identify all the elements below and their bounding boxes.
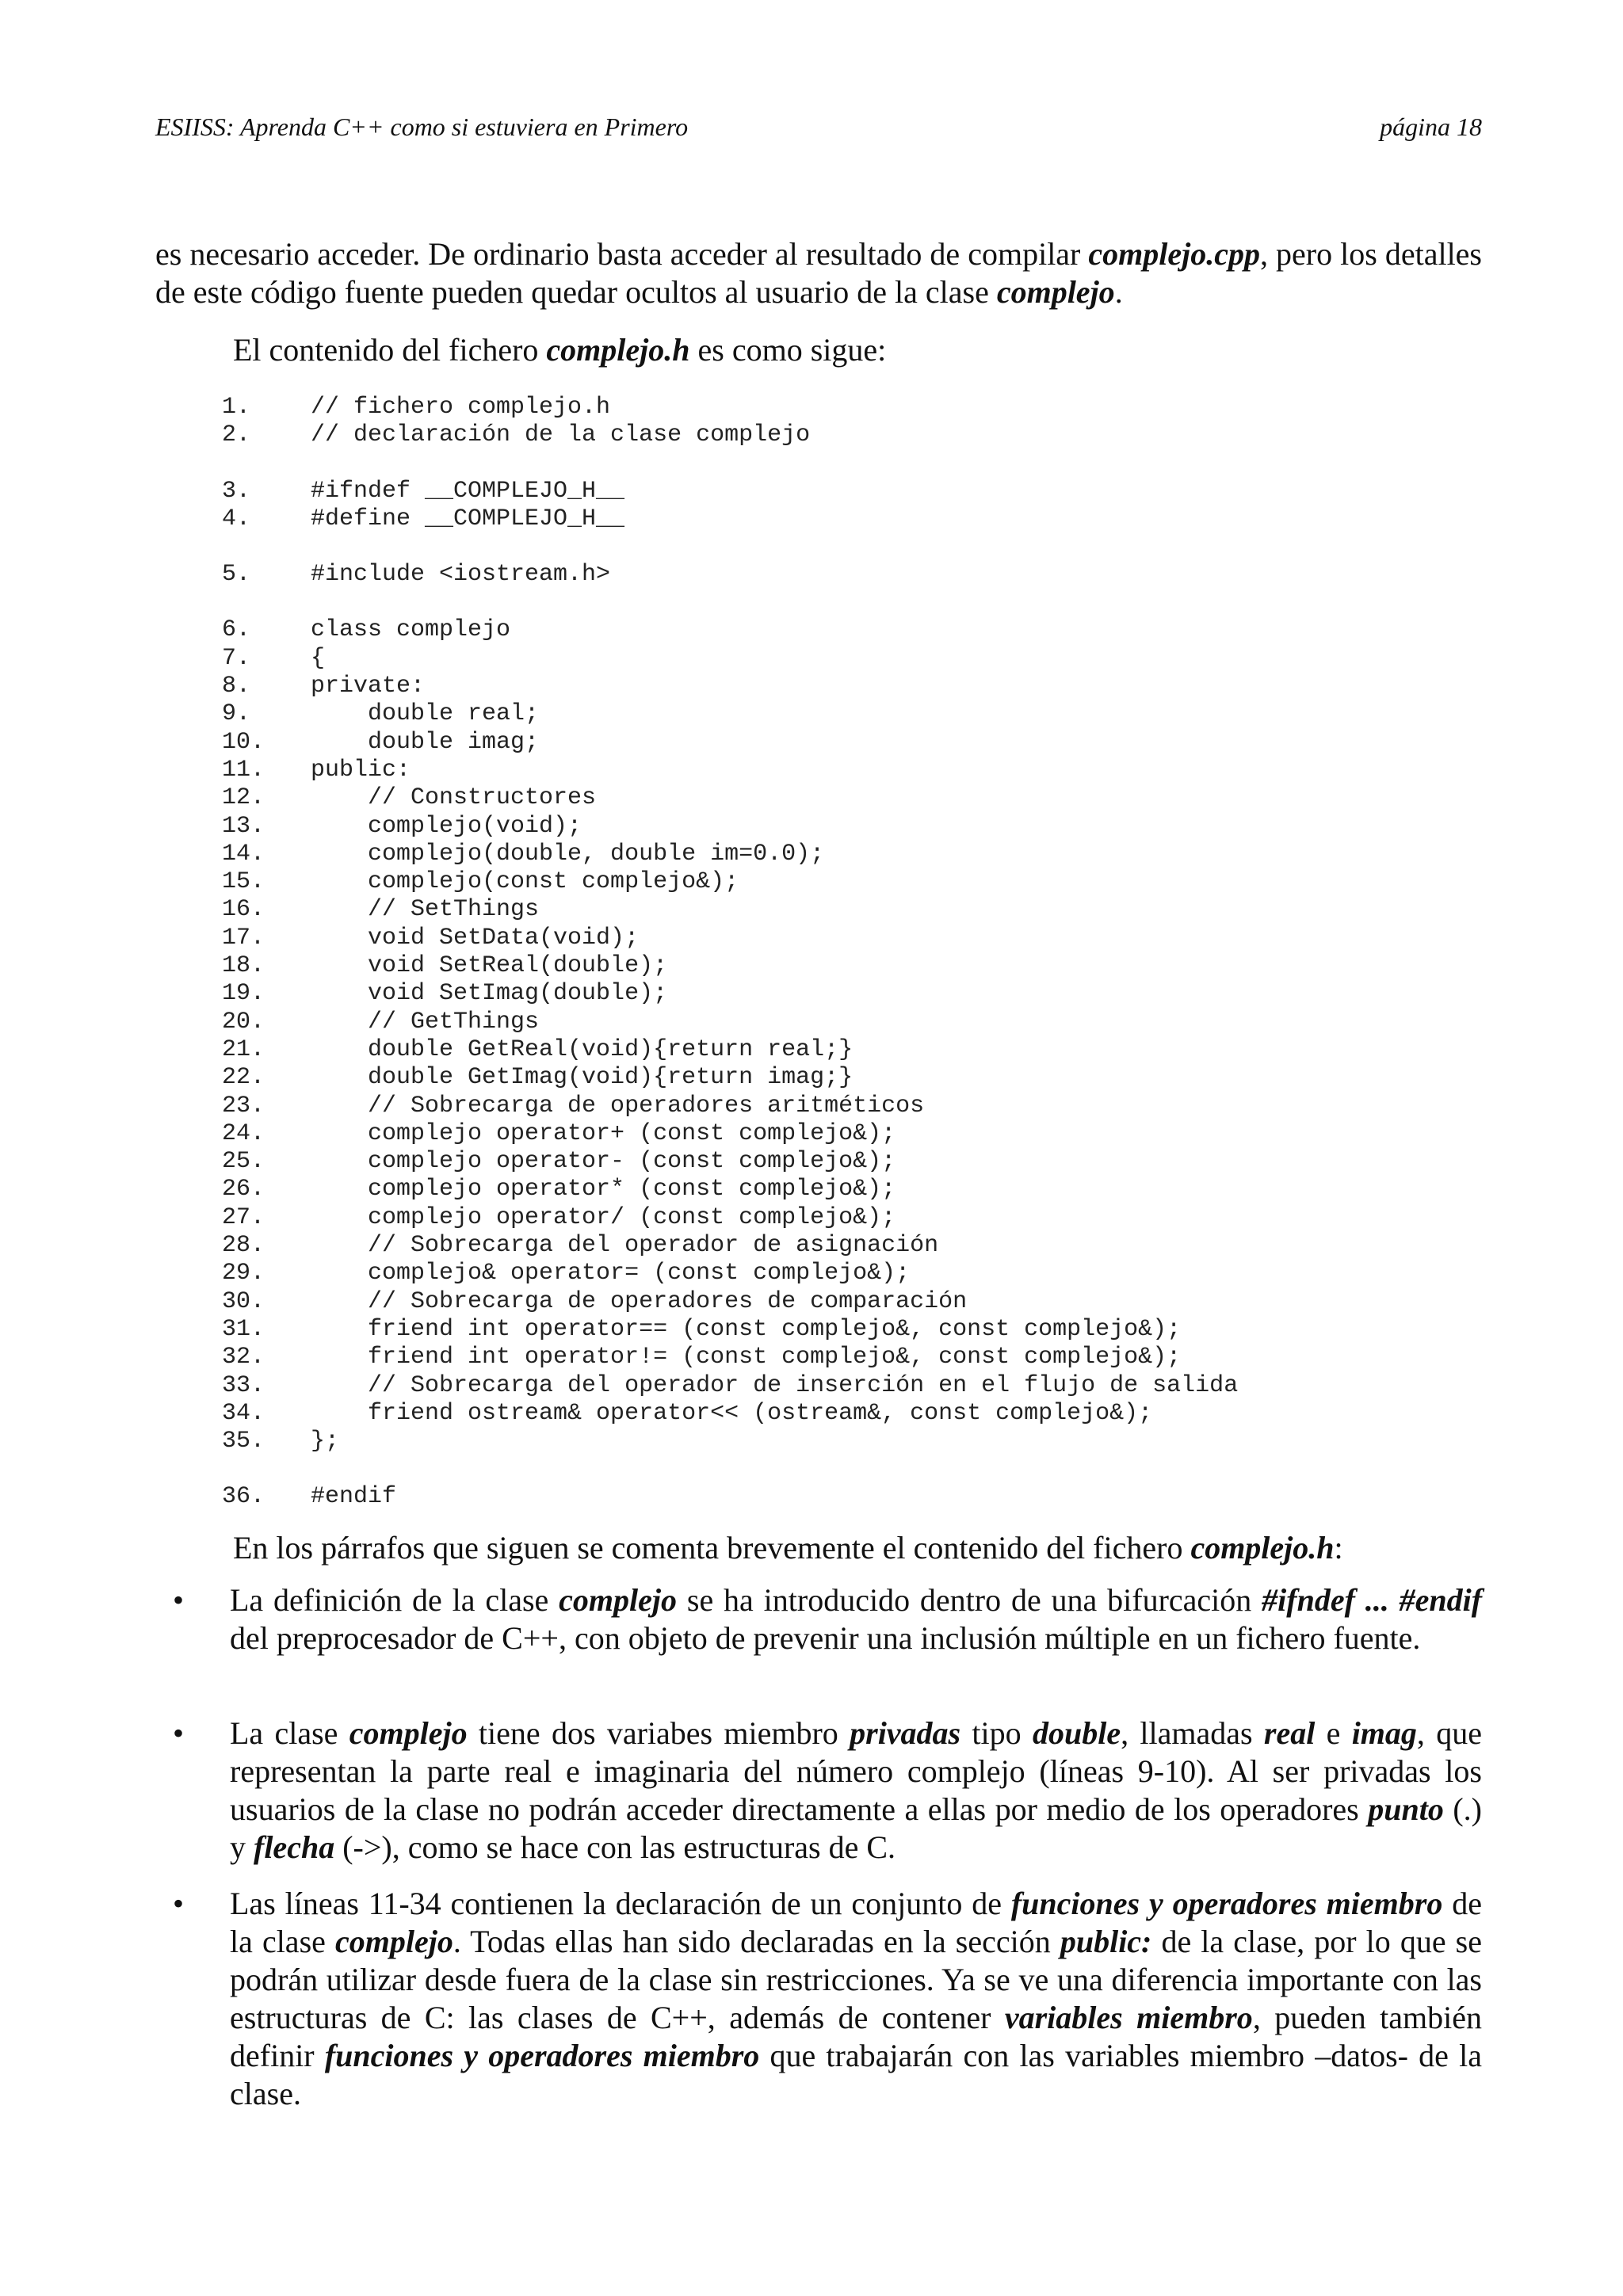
line-number: 8.	[222, 673, 251, 700]
code-line	[222, 1483, 1490, 1511]
code-text: #endif	[311, 1483, 397, 1511]
header-page-number: página 18	[1380, 113, 1482, 141]
line-number: 16.	[222, 896, 265, 924]
code-text: friend ostream& operator<< (ostream&, const complejo&);	[311, 1399, 1153, 1427]
code-line	[222, 729, 1490, 757]
code-line	[222, 1204, 1490, 1232]
code-text: complejo(double, double im=0.0);	[311, 840, 825, 868]
code-text: double GetReal(void){return real;}	[311, 1035, 854, 1063]
intro-text: , pero los detalles de este código fuente pueden quedar ocultos al usuario de la clase	[155, 236, 1483, 310]
intro-emphasis: complejo.h	[546, 332, 690, 368]
code-line	[222, 1372, 1490, 1400]
line-number: 25.	[222, 1148, 265, 1176]
intro-emphasis: complejo.cpp	[1088, 236, 1261, 272]
code-block	[222, 616, 1490, 1455]
code-line	[222, 1093, 1490, 1120]
line-number: 22.	[222, 1064, 265, 1092]
bullet-text: , pueden también definir	[230, 2000, 1482, 2073]
line-number: 28.	[222, 1232, 265, 1260]
code-line	[222, 505, 1490, 533]
line-number: 11.	[222, 756, 265, 784]
bullet-text: Las líneas 11-34 contienen la declaración de un conjunto de	[230, 1886, 1011, 1921]
code-text: // fichero complejo.h	[311, 394, 611, 421]
bullet-text: , llamadas	[1121, 1715, 1264, 1751]
line-number: 10.	[222, 728, 265, 756]
line-number: 19.	[222, 980, 265, 1008]
code-line	[222, 868, 1490, 896]
bullet-text: tiene dos variabes miembro	[467, 1715, 850, 1751]
line-number: 20.	[222, 1008, 265, 1035]
bullet-emphasis: complejo	[334, 1924, 453, 1959]
code-line	[222, 813, 1490, 841]
bullet-emphasis: complejo	[559, 1582, 678, 1618]
bullet-item	[173, 1581, 1483, 1657]
code-line	[222, 1232, 1490, 1260]
bullet-icon: •	[173, 1582, 185, 1618]
line-number: 13.	[222, 812, 265, 840]
code-block	[222, 1483, 1490, 1511]
code-text: void SetData(void);	[311, 924, 640, 952]
line-number: 31.	[222, 1315, 265, 1343]
line-number: 36.	[222, 1483, 265, 1511]
code-line	[222, 421, 1490, 449]
code-block	[222, 478, 1490, 534]
bullet-item	[173, 1885, 1483, 2113]
bullet-text: La clase	[230, 1715, 349, 1751]
code-text: // Constructores	[311, 784, 597, 812]
code-block	[222, 561, 1490, 589]
header-title: ESIISS: Aprenda C++ como si estuviera en Primero	[155, 113, 689, 141]
code-text: {	[311, 644, 326, 672]
code-line	[222, 561, 1490, 589]
line-number: 18.	[222, 952, 265, 980]
bullet-text: . Todas ellas han sido declaradas en la sección	[453, 1924, 1060, 1959]
intro-text: El contenido del fichero	[233, 332, 547, 368]
intro-text: es como sigue:	[689, 332, 887, 368]
code-text: void SetImag(double);	[311, 980, 668, 1008]
bullet-emphasis: real	[1263, 1715, 1316, 1751]
code-text: private:	[311, 673, 426, 700]
line-number: 2.	[222, 421, 251, 449]
summary-text: En los párrafos que siguen se comenta brevemente el contenido del fichero	[233, 1530, 1191, 1566]
bullet-emphasis: funciones y operadores miembro	[1010, 1886, 1443, 1921]
intro-text: es necesario acceder. De ordinario basta acceder al resultado de compilar	[155, 236, 1089, 272]
code-text: // Sobrecarga del operador de asignación	[311, 1232, 939, 1260]
bullet-emphasis: variables miembro	[1004, 2000, 1253, 2035]
code-text: void SetReal(double);	[311, 952, 668, 980]
code-line	[222, 394, 1490, 421]
code-text: complejo(void);	[311, 812, 582, 840]
code-text: #define __COMPLEJO_H__	[311, 505, 625, 532]
code-listing	[222, 394, 1490, 1539]
code-text: friend int operator!= (const complejo&, const complejo&);	[311, 1344, 1182, 1371]
line-number: 33.	[222, 1371, 265, 1399]
code-line	[222, 1260, 1490, 1287]
code-line	[222, 1120, 1490, 1148]
line-number: 17.	[222, 924, 265, 952]
bullet-text: que trabajarán con las variables miembro –datos- de la clase.	[230, 2038, 1483, 2111]
line-number: 34.	[222, 1399, 265, 1427]
line-number: 29.	[222, 1260, 265, 1287]
code-text: double imag;	[311, 728, 540, 756]
code-line	[222, 1036, 1490, 1064]
code-line	[222, 980, 1490, 1008]
summary-paragraph	[155, 1529, 1560, 1567]
bullet-item	[173, 1714, 1482, 1867]
code-line	[222, 1009, 1490, 1036]
line-number: 7.	[222, 644, 251, 672]
code-text: #ifndef __COMPLEJO_H__	[311, 477, 625, 505]
code-line	[222, 841, 1490, 868]
bullet-emphasis: #ifndef ... #endif	[1262, 1582, 1483, 1618]
code-line	[222, 952, 1490, 980]
code-line	[222, 700, 1490, 728]
bullet-text: de la clase	[230, 1886, 1482, 1959]
intro-text: .	[1114, 274, 1123, 310]
bullet-emphasis: punto	[1368, 1791, 1444, 1827]
line-number: 26.	[222, 1176, 265, 1203]
code-text: // Sobrecarga de operadores aritméticos	[311, 1092, 925, 1119]
file-contents-paragraph	[155, 331, 1560, 369]
line-number: 27.	[222, 1203, 265, 1231]
code-line	[222, 1064, 1490, 1092]
code-text: double real;	[311, 700, 540, 728]
code-text: // SetThings	[311, 896, 540, 924]
bullet-emphasis: public:	[1060, 1924, 1152, 1959]
code-text: complejo operator+ (const complejo&);	[311, 1119, 896, 1147]
code-line	[222, 616, 1490, 644]
code-line	[222, 784, 1490, 812]
line-number: 6.	[222, 616, 251, 644]
code-text: // Sobrecarga del operador de inserción en el flujo de salida	[311, 1371, 1239, 1399]
code-line	[222, 673, 1490, 700]
intro-emphasis: complejo	[996, 274, 1115, 310]
code-line	[222, 1176, 1490, 1203]
bullet-icon: •	[173, 1715, 185, 1751]
code-text: complejo operator/ (const complejo&);	[311, 1203, 896, 1231]
code-line	[222, 478, 1490, 505]
summary-text: :	[1334, 1530, 1343, 1566]
code-text: public:	[311, 756, 411, 784]
bullet-text: La definición de la clase	[230, 1582, 559, 1618]
line-number: 15.	[222, 868, 265, 896]
bullet-emphasis: imag	[1351, 1715, 1417, 1751]
line-number: 32.	[222, 1344, 265, 1371]
bullet-text: e	[1315, 1715, 1352, 1751]
line-number: 30.	[222, 1287, 265, 1315]
bullet-icon: •	[173, 1886, 185, 1921]
line-number: 5.	[222, 561, 251, 589]
line-number: 24.	[222, 1119, 265, 1147]
intro-paragraph	[155, 235, 1482, 311]
code-line	[222, 757, 1490, 784]
code-text: complejo& operator= (const complejo&);	[311, 1260, 911, 1287]
bullet-text: se ha introducido dentro de una bifurcación	[677, 1582, 1262, 1618]
code-text: complejo operator- (const complejo&);	[311, 1148, 896, 1176]
bullet-emphasis: privadas	[850, 1715, 961, 1751]
line-number: 12.	[222, 784, 265, 812]
code-text: class complejo	[311, 616, 511, 644]
summary-emphasis: complejo.h	[1190, 1530, 1335, 1566]
code-text: friend int operator== (const complejo&, const complejo&);	[311, 1315, 1182, 1343]
bullet-text: , que representan la parte real e imaginaria del número complejo (líneas 9-10). Al ser privadas los usuarios de la clase no podrán acceder directamente a ellas por medio de los operadores	[230, 1715, 1482, 1827]
code-text: complejo operator* (const complejo&);	[311, 1176, 896, 1203]
code-line	[222, 925, 1490, 952]
code-text: complejo(const complejo&);	[311, 868, 739, 896]
line-number: 23.	[222, 1092, 265, 1119]
line-number: 35.	[222, 1428, 265, 1455]
code-text: };	[311, 1428, 340, 1455]
bullet-emphasis: funciones y operadores miembro	[324, 2038, 760, 2073]
code-line	[222, 896, 1490, 924]
line-number: 3.	[222, 477, 251, 505]
bullet-text: de la clase, por lo que se podrán utilizar desde fuera de la clase sin restricciones. Ya se ve una diferencia importante con las estructuras de C: las clases de C++, además de contener	[230, 1924, 1482, 2035]
line-number: 9.	[222, 700, 251, 728]
code-line	[222, 1148, 1490, 1176]
code-line	[222, 1400, 1490, 1428]
bullet-text: del preprocesador de C++, con objeto de prevenir una inclusión múltiple en un fichero fuente.	[230, 1620, 1421, 1656]
bullet-text: (->), como se hace con las estructuras de C.	[334, 1829, 896, 1865]
code-line	[222, 645, 1490, 673]
line-number: 1.	[222, 394, 251, 421]
code-line	[222, 1428, 1490, 1455]
bullet-text: tipo	[960, 1715, 1033, 1751]
code-line	[222, 1344, 1490, 1371]
bullet-emphasis: double	[1032, 1715, 1121, 1751]
line-number: 14.	[222, 840, 265, 868]
bullet-emphasis: flecha	[254, 1829, 335, 1865]
code-text: // Sobrecarga de operadores de comparación	[311, 1287, 968, 1315]
line-number: 4.	[222, 505, 251, 532]
code-text: // GetThings	[311, 1008, 540, 1035]
page-header	[155, 113, 1482, 147]
bullet-emphasis: complejo	[349, 1715, 468, 1751]
line-number: 21.	[222, 1035, 265, 1063]
code-text: double GetImag(void){return imag;}	[311, 1064, 854, 1092]
bullet-text: (.) y	[230, 1791, 1482, 1865]
code-line	[222, 1316, 1490, 1344]
code-text: // declaración de la clase complejo	[311, 421, 811, 449]
code-block	[222, 394, 1490, 450]
code-text: #include <iostream.h>	[311, 561, 611, 589]
code-line	[222, 1288, 1490, 1316]
